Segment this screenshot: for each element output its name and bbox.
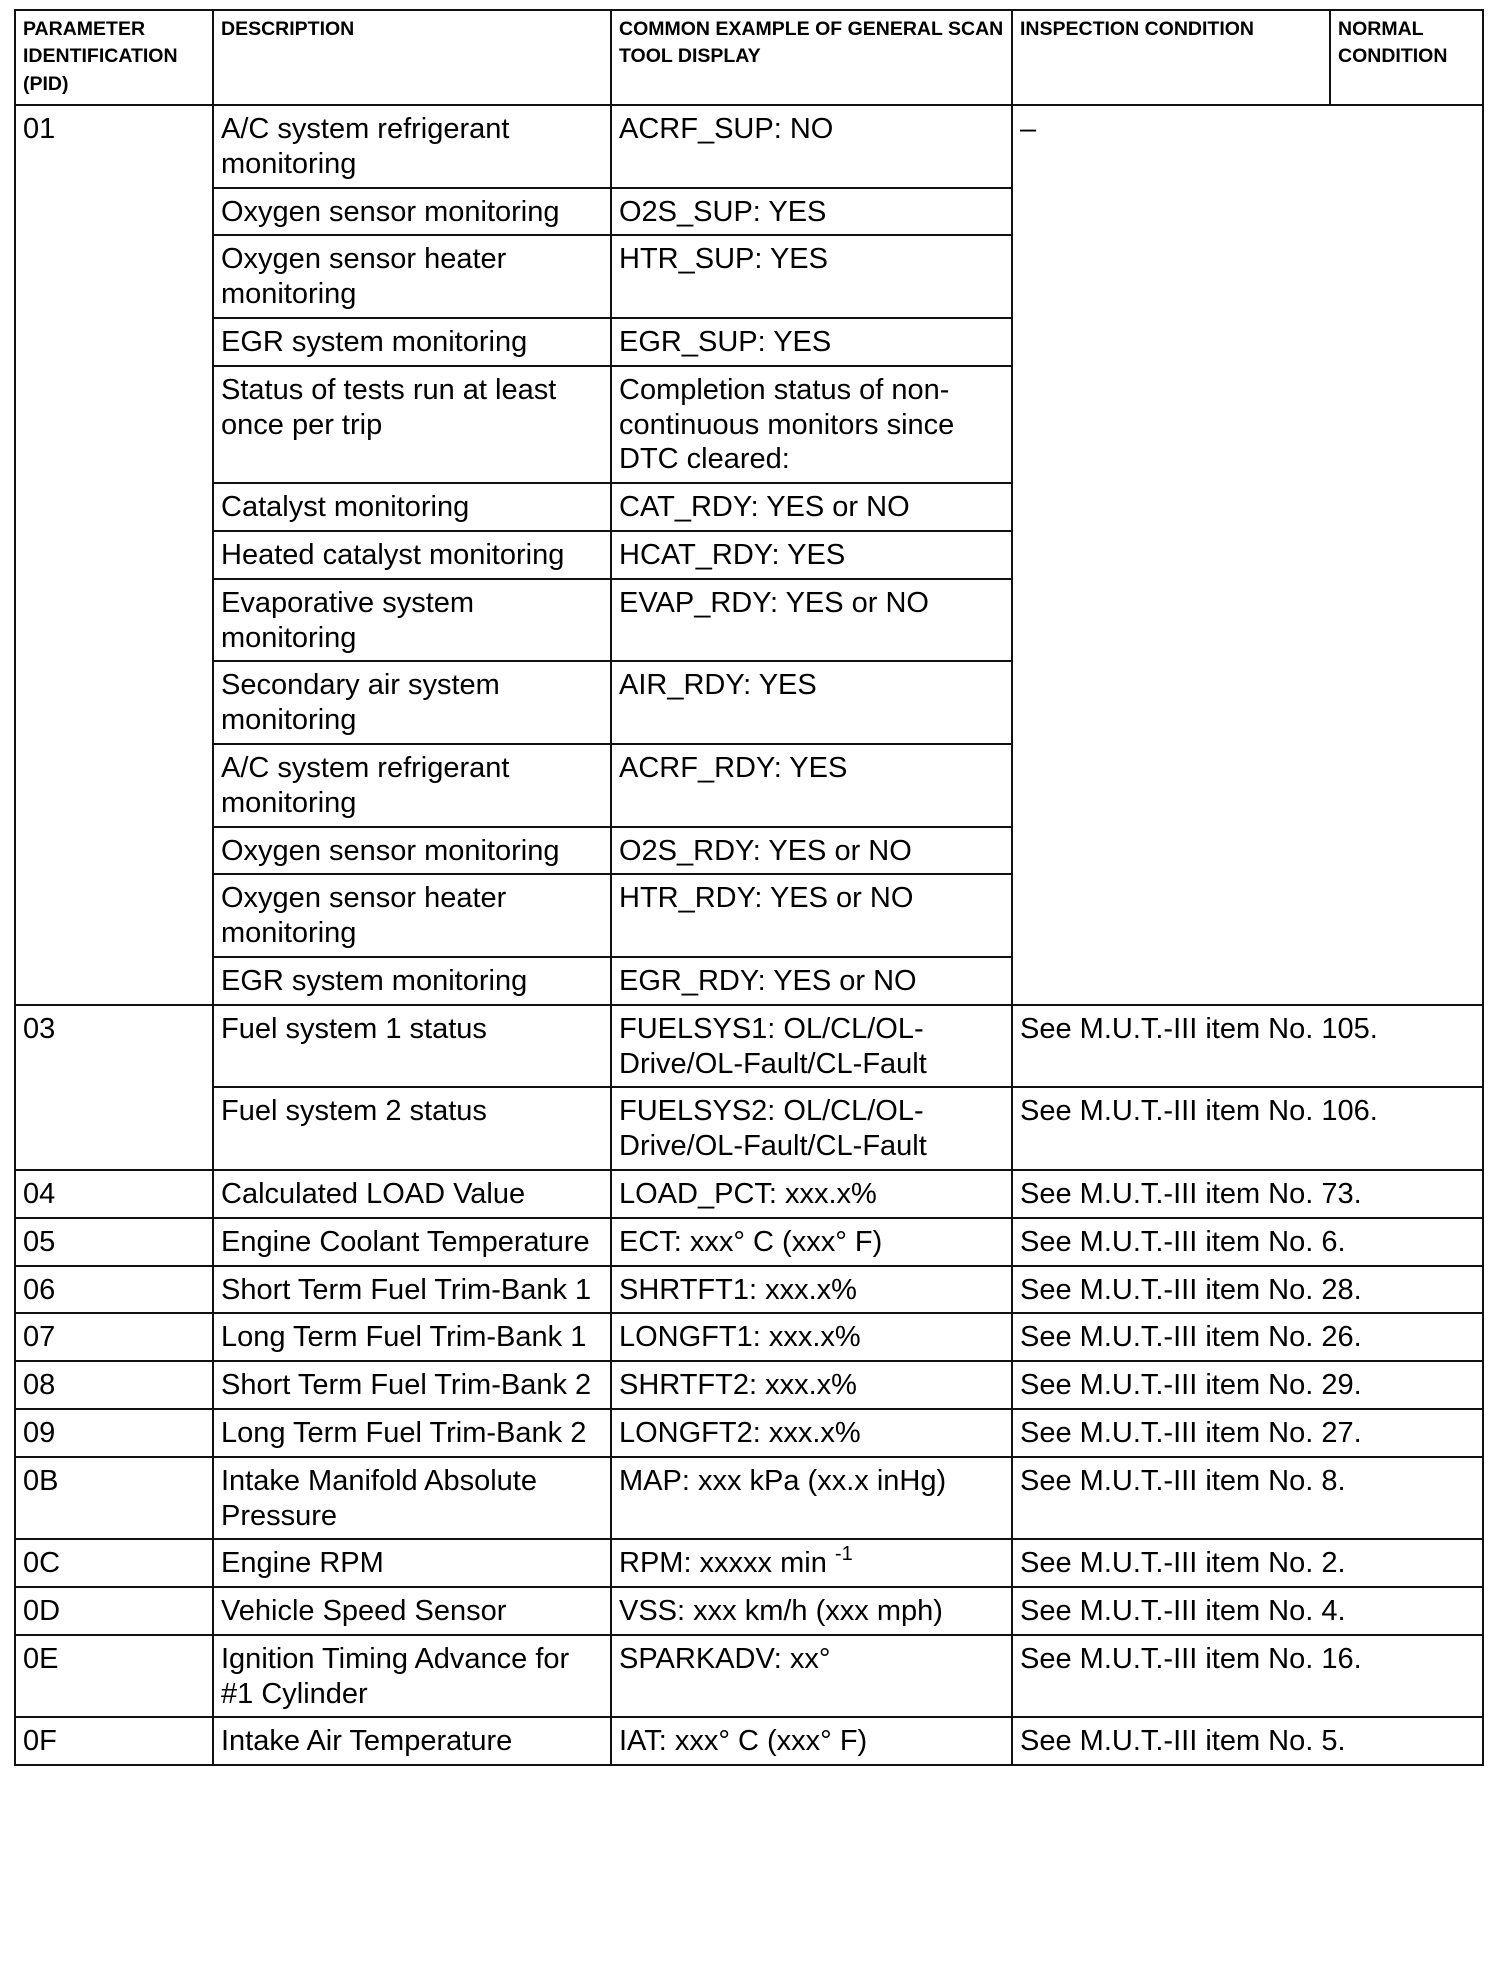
description-cell: A/C system refrigerant monitoring <box>213 105 611 188</box>
condition-cell: See M.U.T.-III item No. 29. <box>1012 1361 1483 1409</box>
display-cell: ACRF_RDY: YES <box>611 744 1012 827</box>
condition-cell: See M.U.T.-III item No. 8. <box>1012 1457 1483 1540</box>
description-cell: Short Term Fuel Trim-Bank 1 <box>213 1266 611 1314</box>
display-cell <box>611 1539 1012 1587</box>
table-row <box>15 1539 1483 1587</box>
condition-cell: See M.U.T.-III item No. 73. <box>1012 1170 1483 1218</box>
table-row <box>15 1087 1483 1170</box>
description-cell: Intake Manifold Absolute Pressure <box>213 1457 611 1540</box>
condition-cell: See M.U.T.-III item No. 6. <box>1012 1218 1483 1266</box>
table-row <box>15 1170 1483 1218</box>
condition-cell: See M.U.T.-III item No. 28. <box>1012 1266 1483 1314</box>
description-cell: Heated catalyst monitoring <box>213 531 611 579</box>
description-cell: Long Term Fuel Trim-Bank 2 <box>213 1409 611 1457</box>
description-cell: Secondary air system monitoring <box>213 661 611 744</box>
condition-cell: See M.U.T.-III item No. 27. <box>1012 1409 1483 1457</box>
display-cell: LOAD_PCT: xxx.x% <box>611 1170 1012 1218</box>
pid-cell: 0E <box>15 1635 213 1718</box>
display-cell: Completion status of non-continuous monitors since DTC cleared: <box>611 366 1012 483</box>
table-row <box>15 1218 1483 1266</box>
description-cell: Oxygen sensor monitoring <box>213 827 611 875</box>
table-row <box>15 1635 1483 1718</box>
condition-cell: See M.U.T.-III item No. 4. <box>1012 1587 1483 1635</box>
pid-cell: 04 <box>15 1170 213 1218</box>
description-cell: Engine Coolant Temperature <box>213 1218 611 1266</box>
description-cell: Vehicle Speed Sensor <box>213 1587 611 1635</box>
header-description: DESCRIPTION <box>213 10 611 105</box>
display-cell: O2S_SUP: YES <box>611 188 1012 236</box>
pid-table <box>14 9 1484 1766</box>
display-cell: SHRTFT1: xxx.x% <box>611 1266 1012 1314</box>
description-cell: EGR system monitoring <box>213 957 611 1005</box>
display-cell: O2S_RDY: YES or NO <box>611 827 1012 875</box>
display-cell: CAT_RDY: YES or NO <box>611 483 1012 531</box>
display-cell: MAP: xxx kPa (xx.x inHg) <box>611 1457 1012 1540</box>
display-cell: ACRF_SUP: NO <box>611 105 1012 188</box>
condition-cell: See M.U.T.-III item No. 106. <box>1012 1087 1483 1170</box>
table-row <box>15 1266 1483 1314</box>
table-row <box>15 105 1483 188</box>
pid-cell: 07 <box>15 1313 213 1361</box>
display-cell: FUELSYS2: OL/CL/OL-Drive/OL-Fault/CL-Fault <box>611 1087 1012 1170</box>
display-cell: HTR_RDY: YES or NO <box>611 874 1012 957</box>
display-cell: SPARKADV: xx° <box>611 1635 1012 1718</box>
condition-cell: See M.U.T.-III item No. 105. <box>1012 1005 1483 1088</box>
description-cell: Ignition Timing Advance for #1 Cylinder <box>213 1635 611 1718</box>
table-row <box>15 1005 1483 1088</box>
header-pid: PARAMETER IDENTIFICATION (PID) <box>15 10 213 105</box>
header-normal-condition: NORMAL CONDITION <box>1330 10 1483 105</box>
table-row <box>15 1717 1483 1765</box>
description-cell: Long Term Fuel Trim-Bank 1 <box>213 1313 611 1361</box>
condition-cell: – <box>1012 105 1483 1005</box>
header-row <box>15 10 1483 105</box>
header-inspection-condition: INSPECTION CONDITION <box>1012 10 1330 105</box>
description-cell: Oxygen sensor heater monitoring <box>213 874 611 957</box>
display-cell: VSS: xxx km/h (xxx mph) <box>611 1587 1012 1635</box>
display-text: RPM: xxxxx min <box>619 1547 827 1580</box>
pid-cell: 0C <box>15 1539 213 1587</box>
description-cell: Oxygen sensor monitoring <box>213 188 611 236</box>
pid-cell: 05 <box>15 1218 213 1266</box>
description-cell: Engine RPM <box>213 1539 611 1587</box>
display-cell: HTR_SUP: YES <box>611 235 1012 318</box>
display-cell: SHRTFT2: xxx.x% <box>611 1361 1012 1409</box>
description-cell: Evaporative system monitoring <box>213 579 611 662</box>
display-superscript: -1 <box>834 1543 853 1566</box>
display-cell: ECT: xxx° C (xxx° F) <box>611 1218 1012 1266</box>
table-row <box>15 1361 1483 1409</box>
display-cell: IAT: xxx° C (xxx° F) <box>611 1717 1012 1765</box>
pid-cell: 01 <box>15 105 213 1005</box>
pid-cell: 0D <box>15 1587 213 1635</box>
condition-cell: See M.U.T.-III item No. 5. <box>1012 1717 1483 1765</box>
description-cell: EGR system monitoring <box>213 318 611 366</box>
description-cell: Calculated LOAD Value <box>213 1170 611 1218</box>
table-row <box>15 1457 1483 1540</box>
pid-cell: 06 <box>15 1266 213 1314</box>
description-cell: Fuel system 1 status <box>213 1005 611 1088</box>
condition-cell: See M.U.T.-III item No. 26. <box>1012 1313 1483 1361</box>
display-cell: FUELSYS1: OL/CL/OL-Drive/OL-Fault/CL-Fault <box>611 1005 1012 1088</box>
pid-cell: 09 <box>15 1409 213 1457</box>
description-cell: Oxygen sensor heater monitoring <box>213 235 611 318</box>
description-cell: Short Term Fuel Trim-Bank 2 <box>213 1361 611 1409</box>
description-cell: Fuel system 2 status <box>213 1087 611 1170</box>
table-row <box>15 1313 1483 1361</box>
pid-cell: 0F <box>15 1717 213 1765</box>
pid-cell: 0B <box>15 1457 213 1540</box>
header-scan-display: COMMON EXAMPLE OF GENERAL SCAN TOOL DISPLAY <box>611 10 1012 105</box>
display-cell: LONGFT1: xxx.x% <box>611 1313 1012 1361</box>
description-cell: A/C system refrigerant monitoring <box>213 744 611 827</box>
condition-cell: See M.U.T.-III item No. 2. <box>1012 1539 1483 1587</box>
display-cell: EVAP_RDY: YES or NO <box>611 579 1012 662</box>
condition-cell: See M.U.T.-III item No. 16. <box>1012 1635 1483 1718</box>
description-cell: Catalyst monitoring <box>213 483 611 531</box>
display-cell: LONGFT2: xxx.x% <box>611 1409 1012 1457</box>
display-cell: AIR_RDY: YES <box>611 661 1012 744</box>
table-row <box>15 1587 1483 1635</box>
display-cell: EGR_RDY: YES or NO <box>611 957 1012 1005</box>
display-cell: EGR_SUP: YES <box>611 318 1012 366</box>
description-cell: Intake Air Temperature <box>213 1717 611 1765</box>
table-row <box>15 1409 1483 1457</box>
pid-cell: 03 <box>15 1005 213 1170</box>
description-cell: Status of tests run at least once per trip <box>213 366 611 483</box>
display-cell: HCAT_RDY: YES <box>611 531 1012 579</box>
pid-cell: 08 <box>15 1361 213 1409</box>
